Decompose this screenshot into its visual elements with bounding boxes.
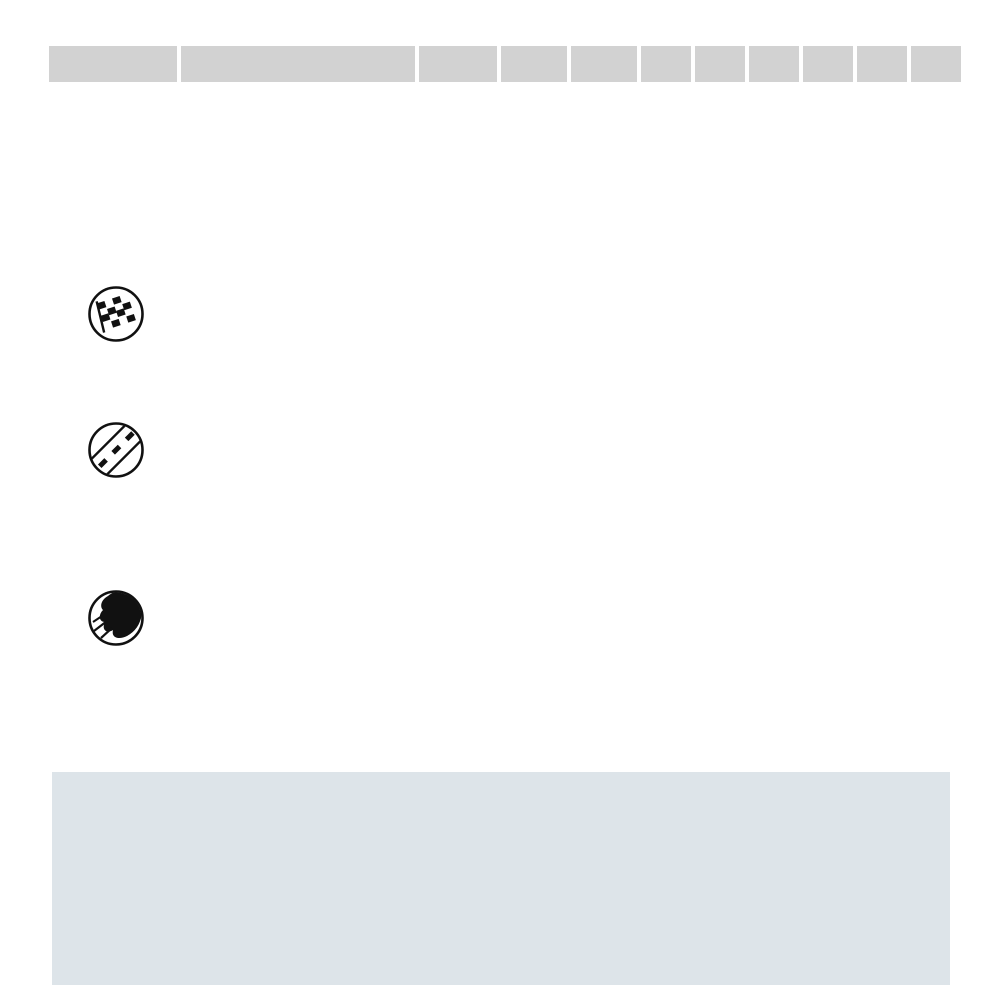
top-table: [49, 19, 961, 264]
legend: [52, 772, 950, 985]
header-principal-type: [49, 46, 177, 82]
header-road-front: [641, 46, 691, 82]
group-header-disc-compatibility: [501, 19, 637, 42]
header-compound-technology: [181, 46, 415, 82]
group-header-light-competition: [749, 19, 853, 42]
header-light-competition-rear: [803, 46, 853, 82]
header-cast-iron-discs: [571, 46, 637, 82]
header-steel-discs: [501, 46, 567, 82]
header-material-suffix-code: [419, 46, 497, 82]
offroad-mud-icon: [74, 572, 154, 652]
group-header-spacer: [49, 19, 497, 42]
racing-flag-icon: [74, 268, 154, 348]
header-pro-competition-rear: [911, 46, 961, 82]
header-road-rear: [695, 46, 745, 82]
header-pro-competition-front: [857, 46, 907, 82]
road-icon: [74, 404, 154, 484]
group-header-road: [641, 19, 745, 42]
header-light-competition-front: [749, 46, 799, 82]
group-header-pro-competition: [857, 19, 961, 42]
